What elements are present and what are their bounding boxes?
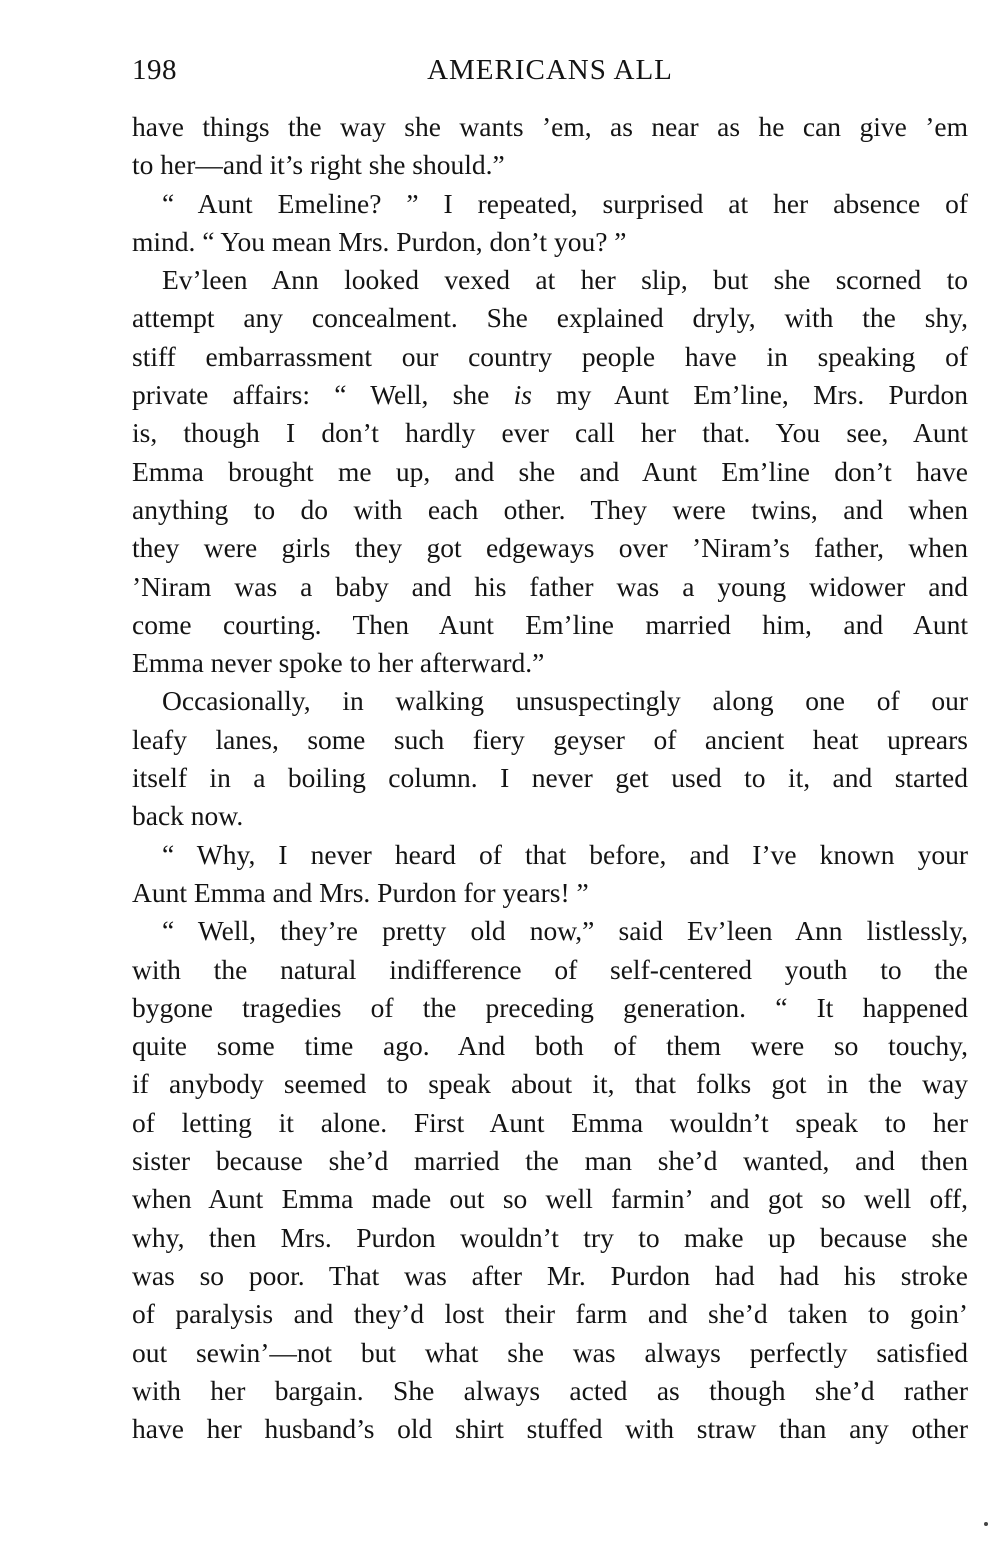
text-line: they were girls they got edgeways over ’Niram’s father, when xyxy=(132,532,968,564)
text-line: out sewin’—not but what she was always perfectly satisfied xyxy=(132,1336,968,1368)
text-line: ’Niram was a baby and his father was a young widower and xyxy=(132,570,968,602)
text-line: back now. xyxy=(132,800,244,832)
text-line: is, though I don’t hardly ever call her that. You see, Aunt xyxy=(132,417,968,449)
text-line: Emma brought me up, and she and Aunt Em’line don’t have xyxy=(132,455,968,487)
text-line: if anybody seemed to speak about it, that folks got in the way xyxy=(132,1068,968,1100)
text-line: have things the way she wants ’em, as near as he can give ’em xyxy=(132,111,968,142)
text-line: why, then Mrs. Purdon wouldn’t try to make up because she xyxy=(132,1221,968,1253)
text-line-emphasis xyxy=(132,376,968,414)
text-line: sister because she’d married the man she’d wanted, and then xyxy=(132,1145,968,1177)
text-line: stiff embarrassment our country people have in speaking of xyxy=(132,340,968,372)
running-head: AMERICANS ALL xyxy=(427,54,673,86)
text-line: attempt any concealment. She explained dryly, with the shy, xyxy=(132,302,968,334)
page-header xyxy=(132,52,968,96)
text-line: Ev’leen Ann looked vexed at her slip, but she scorned to xyxy=(162,264,968,296)
text-line: “ Well, they’re pretty old now,” said Ev’leen Ann listlessly, xyxy=(162,915,968,947)
text-line: itself in a boiling column. I never get used to it, and started xyxy=(132,762,968,794)
text-line: Emma never spoke to her afterward.” xyxy=(132,647,545,679)
text-line: with the natural indifference of self-centered youth to the xyxy=(132,953,968,985)
scan-speck xyxy=(984,1522,988,1526)
text-line: leafy lanes, some such fiery geyser of ancient heat uprears xyxy=(132,723,968,755)
text-line: come courting. Then Aunt Em’line married him, and Aunt xyxy=(132,608,968,640)
text-line: “ Why, I never heard of that before, and I’ve known your xyxy=(162,838,968,870)
text-line: bygone tragedies of the preceding generation. “ It happened xyxy=(132,991,968,1023)
text-line: to her—and it’s right she should.” xyxy=(132,149,505,181)
text-line: mind. “ You mean Mrs. Purdon, don’t you? ” xyxy=(132,225,627,257)
emphasis-word: is xyxy=(513,379,532,411)
text-line: with her bargain. She always acted as though she’d rather xyxy=(132,1374,968,1406)
text-line: have her husband’s old shirt stuffed with straw than any other xyxy=(132,1413,968,1445)
text-line: Occasionally, in walking unsuspectingly along one of our xyxy=(162,685,968,717)
body-text xyxy=(132,108,968,1448)
text-line: Aunt Emma and Mrs. Purdon for years! ” xyxy=(132,876,589,908)
text-line: “ Aunt Emeline? ” I repeated, surprised at her absence of xyxy=(162,187,968,219)
text-run: private affairs: “ Well, she xyxy=(132,379,514,411)
text-line: was so poor. That was after Mr. Purdon had had his stroke xyxy=(132,1259,968,1291)
text-line: quite some time ago. And both of them were so touchy, xyxy=(132,1030,968,1062)
text-line: of paralysis and they’d lost their farm and she’d taken to goin’ xyxy=(132,1298,968,1330)
text-line: anything to do with each other. They were twins, and when xyxy=(132,493,968,525)
text-run: my Aunt Em’line, Mrs. Purdon xyxy=(531,379,968,411)
text-line: of letting it alone. First Aunt Emma wouldn’t speak to her xyxy=(132,1106,968,1138)
text-line: when Aunt Emma made out so well farmin’ and got so well off, xyxy=(132,1183,968,1215)
page-number: 198 xyxy=(132,54,177,86)
